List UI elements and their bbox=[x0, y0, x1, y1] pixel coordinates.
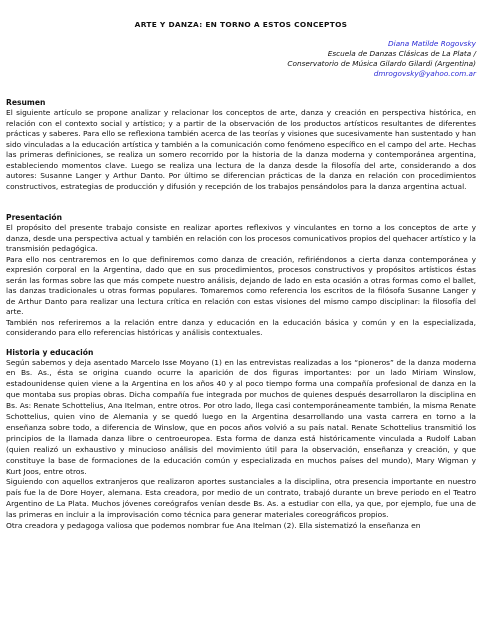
presentacion-paragraph-3: También nos referiremos a la relación entre danza y educación en la educación básica y común y en la especializada, considerando para ello referencias históricas y análisis contextuales. bbox=[6, 317, 476, 337]
historia-paragraph-2: Siguiendo con aquellos extranjeros que realizaron aportes sustanciales a la disciplina, otra presencia importante en nuestro país fue la de Dore Hoyer, alemana. Esta creadora, por medio de un contrato, trabajó durante un breve periodo en el Teatro Argentino de La Plata. Muchos jóvenes coreógrafos venían desde Bs. As. a estudiar con ella, ya que, por ejemplo, fue una de las primeras en incluir a la improvisación como técnica para generar materiales coreográficos propios. bbox=[6, 477, 476, 520]
section-presentacion bbox=[6, 213, 476, 339]
historia-paragraph-1: Según sabemos y deja asentado Marcelo Isse Moyano (1) en las entrevistas realizadas a los “pioneros” de la danza moderna en Bs. As., ésta se origina cuando ocurre la aparición de dos figuras importantes: por un lado Miriam Winslow, estadounidense quien viene a la Argentina en los años 40 y al poco tiempo forma una compañía profesional de danza en la que montaba sus propias obras. Dicha compañía fue integrada por muchos de quienes después desarrollaron la disciplina en Bs. As: Renate Schottelius, Ana Itelman, entre otros. Por otro lado, llega casi contemporáneamente también, la misma Renate Schottelius, quien vino de Alemania y se quedó luego en la Argentina desarrollando una vasta carrera en torno a la enseñanza sobre todo, a diferencia de Winslow, que en pocos años volvió a su país natal. Renate Schottelius transmitió los principios de la llamada danza libre o centroeuropea. Esta forma de danza está históricamente vinculada a Rudolf Laban (quien realizó un exhaustivo y minucioso análisis del movimiento útil para la observación, enseñanza y creación, y que constituye la base de formaciones de la educación común y especializada en muchos países del mundo), Mary Wigman y Kurt Joos, entre otros. bbox=[6, 357, 476, 476]
section-historia bbox=[6, 348, 476, 533]
author-block bbox=[6, 39, 476, 79]
presentacion-paragraph-1: El propósito del presente trabajo consiste en realizar aportes reflexivos y vinculantes en torno a los conceptos de arte y danza, desde una perspectiva actual y también en relación con los procesos comunicativos propios del quehacer artístico y la transmisión pedagógica. bbox=[6, 223, 476, 253]
section-heading-presentacion: Presentación bbox=[6, 213, 63, 222]
section-heading-historia: Historia y educación bbox=[6, 347, 94, 357]
section-heading-resumen: Resumen bbox=[6, 98, 46, 107]
section-resumen bbox=[6, 98, 476, 192]
author-email[interactable]: dmrogovsky@yahoo.com.ar bbox=[373, 69, 476, 78]
paper-title: ARTE Y DANZA: EN TORNO A ESTOS CONCEPTOS bbox=[134, 20, 348, 29]
resumen-paragraph-1: El siguiente artículo se propone analizar y relacionar los conceptos de arte, danza y creación en perspectiva histórica, en relación con el contexto social y artístico; y a partir de la observación de los productos artísticos resultantes de diferentes prácticas y saberes. Para ello se reflexiona también acerca de las teorías y visiones que sucesivamente han sustentado y han sido vinculadas a la educación artística y también a la comunicación como fenómeno específico en el campo del arte. Hechas las primeras definiciones, se realiza un somero recorrido por la historia de la danza moderna y contemporánea argentina, estableciendo momentos clave. Luego se realiza una lectura de la danza desde la filosofía del arte, considerando a dos autores: Susanne Langer y Arthur Danto. Por último se diferencian prácticas de la danza en relación con procedimientos constructivos, estrategias de producción y difusión y recepción de los trabajos pensándolos para la danza argentina actual. bbox=[6, 108, 476, 191]
historia-paragraph-3: Otra creadora y pedagoga valiosa que podemos nombrar fue Ana Itelman (2). Ella sistematizó la enseñanza en bbox=[6, 521, 421, 531]
author-name: Diana Matilde Rogovsky bbox=[388, 39, 476, 48]
author-affiliation-2: Conservatorio de Música Gilardo Gilardi (Argentina) bbox=[287, 59, 476, 68]
author-affiliation-1: Escuela de Danzas Clásicas de La Plata / bbox=[327, 49, 476, 58]
presentacion-paragraph-2: Para ello nos centraremos en lo que definiremos como danza de creación, refiriéndonos a cierta danza contemporánea y expresión corporal en la Argentina, dado que en sus procedimientos, procesos constructivos y propósitos artísticos éstas serán las formas sobre las que más compete nuestro análisis, dejando de lado en esta ocasión a otras formas como el ballet, las danzas tradicionales u otras formas populares. Tomaremos como referencia los escritos de la filósofa Susanne Langer y de Arthur Danto para realizar una lectura crítica en relación con estas visiones del mismo campo disciplinar: la filosofía del arte. bbox=[6, 254, 476, 316]
